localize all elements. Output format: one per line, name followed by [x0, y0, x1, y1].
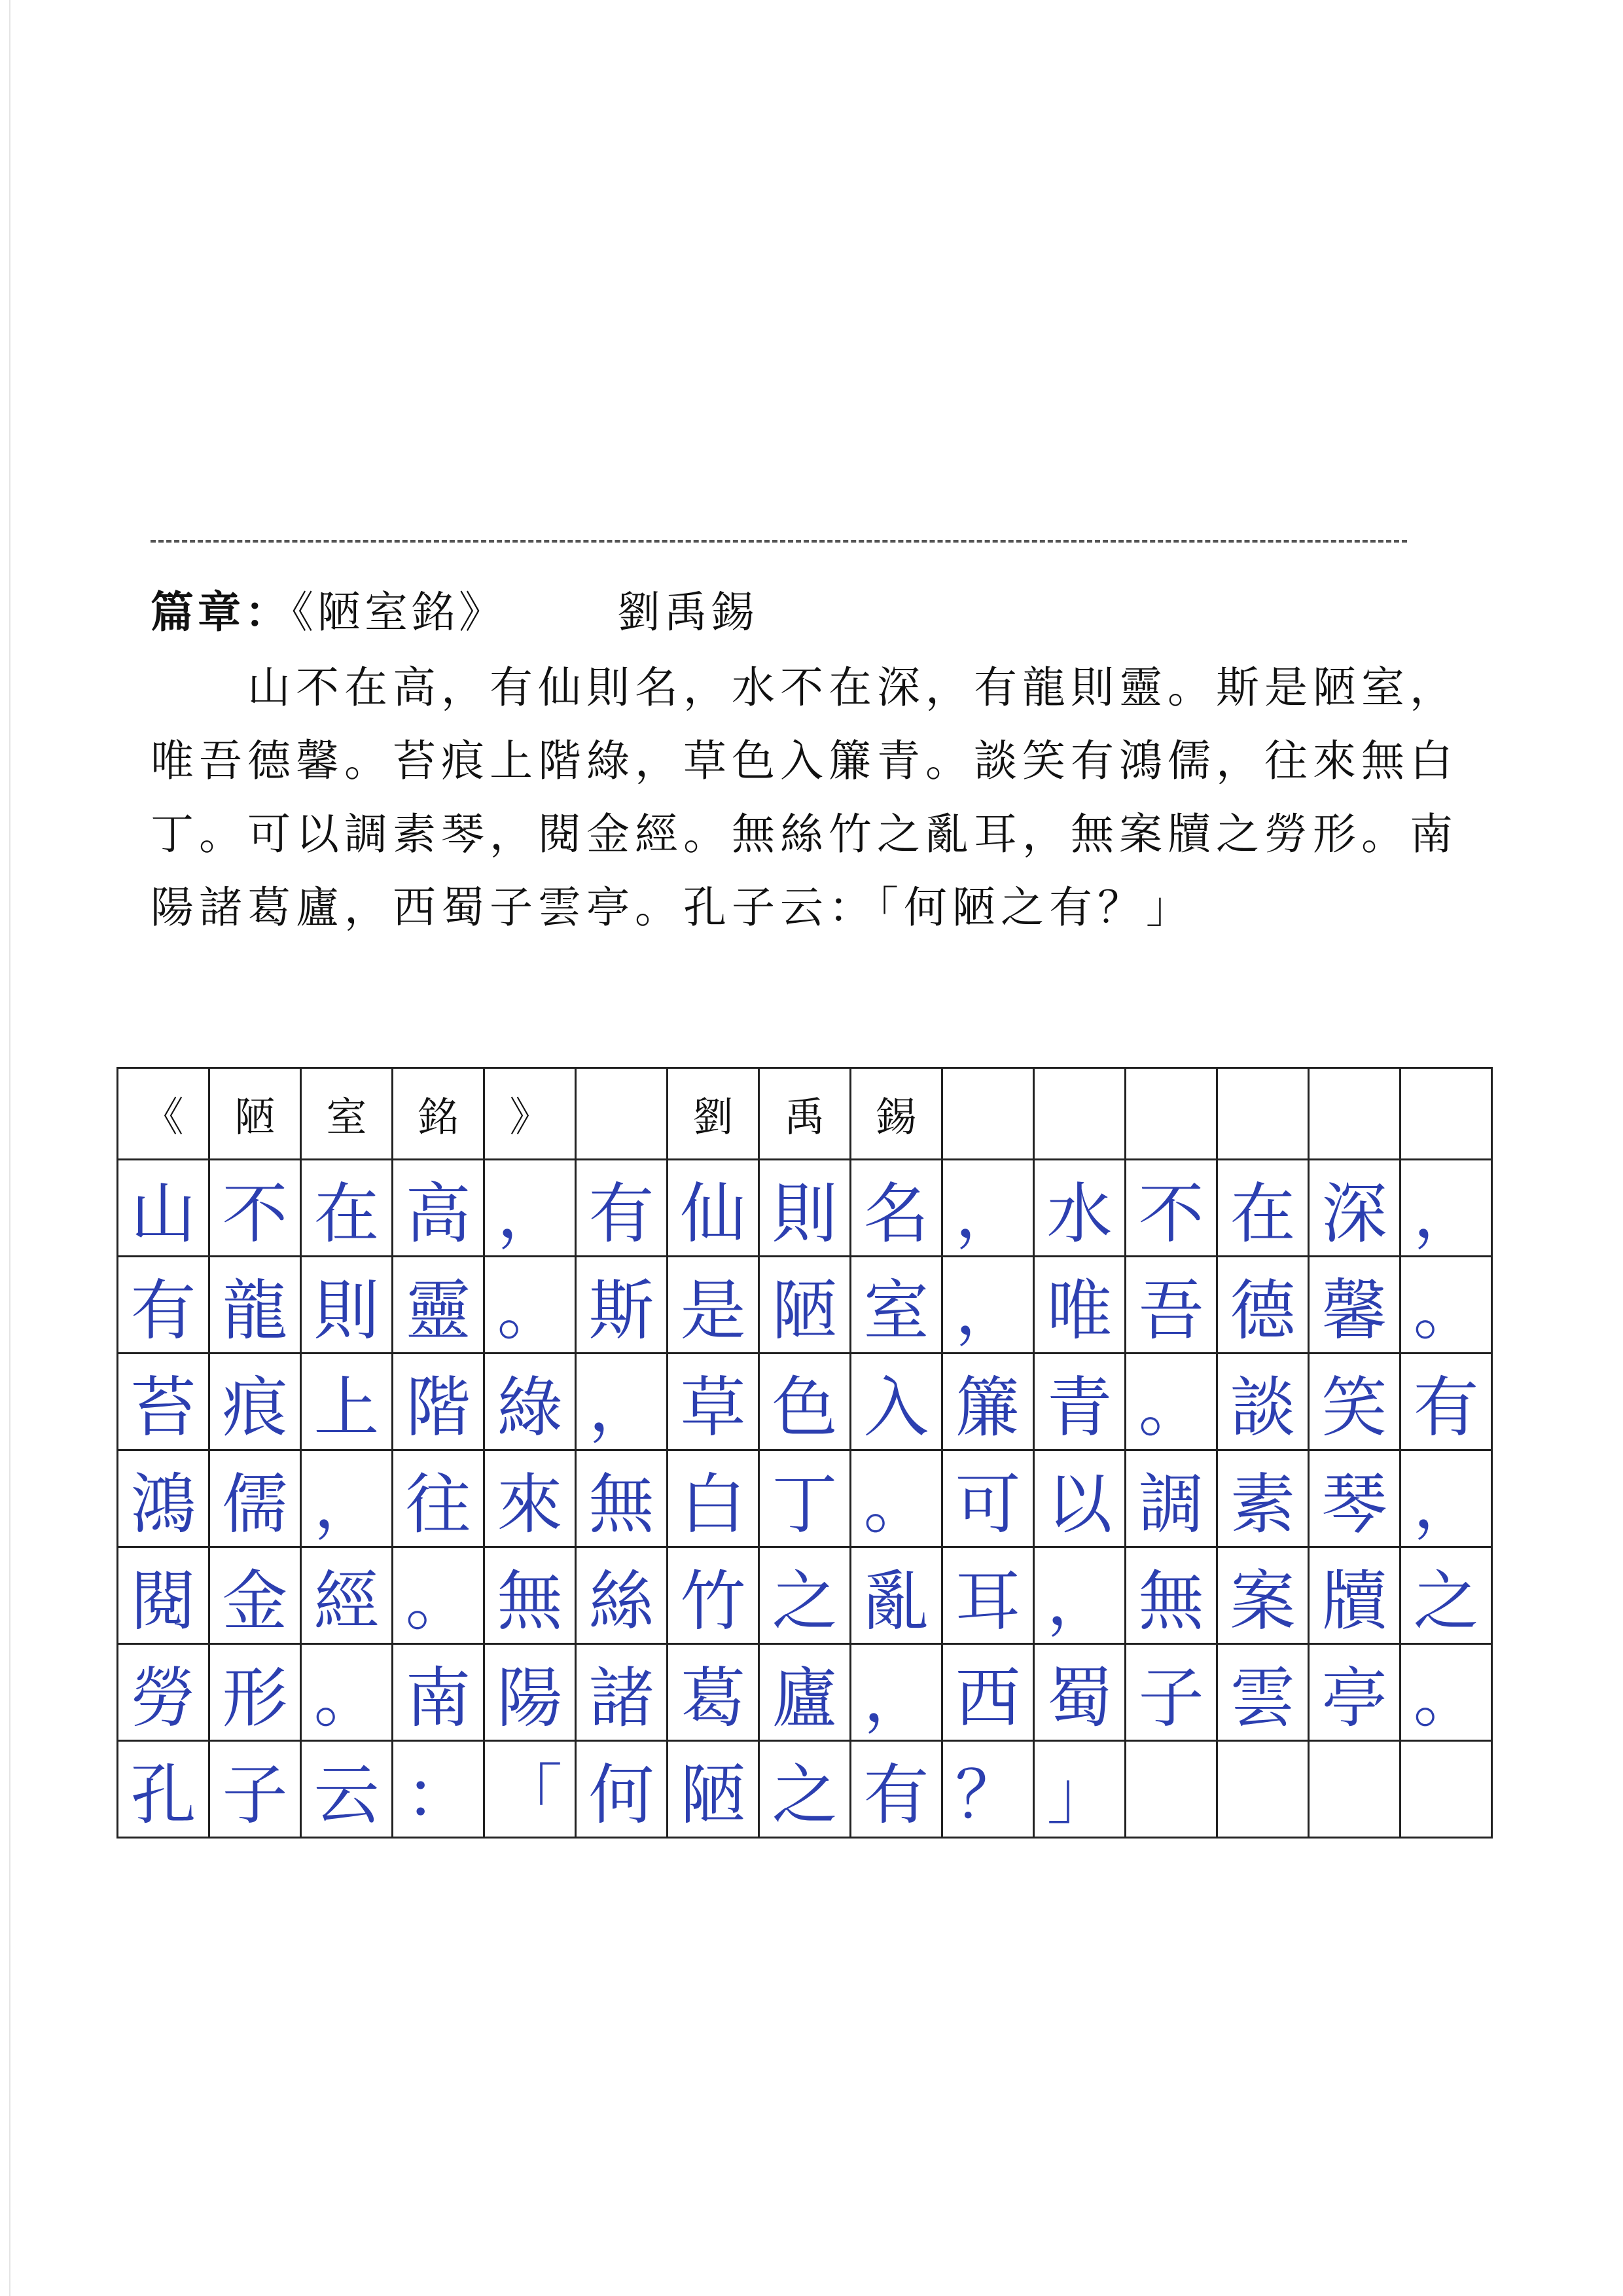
grid-handwriting-cell: 簾	[942, 1354, 1034, 1450]
grid-handwriting-cell: 則	[759, 1160, 851, 1257]
grid-handwriting-cell: 不	[1126, 1160, 1217, 1257]
grid-handwriting-cell: 牘	[1309, 1547, 1400, 1644]
grid-title-cell: 《	[118, 1068, 209, 1160]
grid-handwriting-cell: 耳	[942, 1547, 1034, 1644]
grid-handwriting-row	[118, 1450, 1492, 1547]
grid-handwriting-cell: 室	[851, 1257, 942, 1354]
passage-body: 山不在高，有仙則名，水不在深，有龍則靈。斯是陋室，唯吾德馨。苔痕上階綠，草色入簾青。談笑有鴻儒，往來無白丁。可以調素琴，閱金經。無絲竹之亂耳，無案牘之勞形。南陽諸葛廬，西蜀子雲亭。孔子云：「何陋之有？」	[151, 662, 1458, 933]
grid-handwriting-cell: 。	[1400, 1257, 1492, 1354]
grid-title-cell: 錫	[851, 1068, 942, 1160]
grid-handwriting-cell: 是	[668, 1257, 759, 1354]
grid-handwriting-cell: 。	[484, 1257, 576, 1354]
grid-handwriting-cell: 靈	[393, 1257, 484, 1354]
grid-handwriting-cell: 在	[301, 1160, 393, 1257]
grid-handwriting-cell	[1309, 1741, 1400, 1838]
grid-handwriting-cell: 無	[1126, 1547, 1217, 1644]
grid-handwriting-cell: 絲	[576, 1547, 668, 1644]
grid-handwriting-cell: 蜀	[1034, 1644, 1126, 1741]
grid-handwriting-row	[118, 1741, 1492, 1838]
grid-title-cell: 室	[301, 1068, 393, 1160]
grid-handwriting-cell: ，	[484, 1160, 576, 1257]
grid-handwriting-cell: 形	[209, 1644, 301, 1741]
grid-handwriting-cell	[1217, 1741, 1309, 1838]
grid-title-cell	[1034, 1068, 1126, 1160]
grid-handwriting-cell: 無	[484, 1547, 576, 1644]
grid-handwriting-cell: 之	[759, 1741, 851, 1838]
passage-heading	[151, 576, 758, 648]
grid-handwriting-row	[118, 1547, 1492, 1644]
grid-handwriting-cell: 草	[668, 1354, 759, 1450]
grid-handwriting-cell: 廬	[759, 1644, 851, 1741]
grid-handwriting-cell: ，	[576, 1354, 668, 1450]
grid-handwriting-row	[118, 1644, 1492, 1741]
grid-handwriting-cell: 閱	[118, 1547, 209, 1644]
grid-handwriting-cell: ，	[1400, 1160, 1492, 1257]
grid-handwriting-cell: 調	[1126, 1450, 1217, 1547]
grid-handwriting-cell: 吾	[1126, 1257, 1217, 1354]
heading-title: 《陋室銘》	[292, 587, 506, 637]
grid-handwriting-cell: 山	[118, 1160, 209, 1257]
grid-handwriting-cell: 無	[576, 1450, 668, 1547]
grid-handwriting-cell: 深	[1309, 1160, 1400, 1257]
grid-handwriting-cell: 亂	[851, 1547, 942, 1644]
grid-title-cell	[942, 1068, 1034, 1160]
grid-handwriting-cell: 陋	[668, 1741, 759, 1838]
grid-handwriting-cell: 「	[484, 1741, 576, 1838]
grid-handwriting-cell: 綠	[484, 1354, 576, 1450]
grid-handwriting-cell: 名	[851, 1160, 942, 1257]
grid-handwriting-cell: 痕	[209, 1354, 301, 1450]
grid-title-cell	[1126, 1068, 1217, 1160]
grid-handwriting-cell: 云	[301, 1741, 393, 1838]
grid-handwriting-cell: 上	[301, 1354, 393, 1450]
grid-handwriting-cell: 可	[942, 1450, 1034, 1547]
grid-handwriting-cell: 有	[576, 1160, 668, 1257]
grid-handwriting-cell: ，	[851, 1644, 942, 1741]
grid-handwriting-row	[118, 1354, 1492, 1450]
grid-handwriting-cell: ，	[942, 1160, 1034, 1257]
grid-handwriting-cell: 亭	[1309, 1644, 1400, 1741]
grid-handwriting-cell: 階	[393, 1354, 484, 1450]
grid-handwriting-cell: 子	[1126, 1644, 1217, 1741]
grid-handwriting-row	[118, 1160, 1492, 1257]
grid-title-cell: 禹	[759, 1068, 851, 1160]
grid-handwriting-cell: 鴻	[118, 1450, 209, 1547]
grid-handwriting-cell: 則	[301, 1257, 393, 1354]
dashed-separator	[151, 540, 1407, 543]
grid-handwriting-cell: 笑	[1309, 1354, 1400, 1450]
grid-handwriting-cell	[1400, 1741, 1492, 1838]
grid-handwriting-cell: 琴	[1309, 1450, 1400, 1547]
grid-handwriting-cell: 素	[1217, 1450, 1309, 1547]
page-edge-line	[9, 0, 10, 2296]
grid-title-cell: 陋	[209, 1068, 301, 1160]
grid-handwriting-cell: 仙	[668, 1160, 759, 1257]
grid-handwriting-cell: 諸	[576, 1644, 668, 1741]
grid-handwriting-cell: 陋	[759, 1257, 851, 1354]
grid-handwriting-cell: ，	[1034, 1547, 1126, 1644]
grid-handwriting-cell: 金	[209, 1547, 301, 1644]
grid-handwriting-cell: ，	[1400, 1450, 1492, 1547]
grid-handwriting-cell: ，	[301, 1450, 393, 1547]
grid-handwriting-cell: 龍	[209, 1257, 301, 1354]
grid-handwriting-cell: 丁	[759, 1450, 851, 1547]
grid-handwriting-cell: 德	[1217, 1257, 1309, 1354]
grid-title-cell: 》	[484, 1068, 576, 1160]
grid-handwriting-cell: 葛	[668, 1644, 759, 1741]
grid-handwriting-cell: ：	[393, 1741, 484, 1838]
heading-author: 劉禹錫	[617, 587, 758, 637]
grid-handwriting-cell: 斯	[576, 1257, 668, 1354]
grid-handwriting-cell: 往	[393, 1450, 484, 1547]
grid-handwriting-cell: 在	[1217, 1160, 1309, 1257]
grid-handwriting-cell	[1126, 1741, 1217, 1838]
grid-handwriting-cell: 子	[209, 1741, 301, 1838]
grid-handwriting-cell: 勞	[118, 1644, 209, 1741]
grid-handwriting-cell: 有	[1400, 1354, 1492, 1450]
grid-handwriting-cell: 儒	[209, 1450, 301, 1547]
grid-handwriting-cell: 談	[1217, 1354, 1309, 1450]
grid-handwriting-cell: 。	[1126, 1354, 1217, 1450]
grid-handwriting-cell: 」	[1034, 1741, 1126, 1838]
grid-handwriting-cell: 孔	[118, 1741, 209, 1838]
grid-handwriting-cell: 苔	[118, 1354, 209, 1450]
grid-handwriting-cell: 雲	[1217, 1644, 1309, 1741]
grid-handwriting-cell: 青	[1034, 1354, 1126, 1450]
grid-handwriting-cell: 唯	[1034, 1257, 1126, 1354]
grid-title-cell	[1217, 1068, 1309, 1160]
grid-handwriting-cell: 。	[1400, 1644, 1492, 1741]
grid-handwriting-cell: 經	[301, 1547, 393, 1644]
grid-handwriting-cell: ，	[942, 1257, 1034, 1354]
grid-handwriting-cell: 入	[851, 1354, 942, 1450]
grid-handwriting-cell: 陽	[484, 1644, 576, 1741]
grid-handwriting-cell: 有	[118, 1257, 209, 1354]
grid-handwriting-cell: 南	[393, 1644, 484, 1741]
heading-label: 篇章：	[151, 586, 292, 637]
grid-handwriting-cell: 水	[1034, 1160, 1126, 1257]
grid-handwriting-cell: 有	[851, 1741, 942, 1838]
grid-handwriting-cell: ？	[942, 1741, 1034, 1838]
grid-handwriting-cell: 之	[759, 1547, 851, 1644]
grid-handwriting-cell: 來	[484, 1450, 576, 1547]
grid-handwriting-cell: 高	[393, 1160, 484, 1257]
grid-handwriting-row	[118, 1257, 1492, 1354]
grid-handwriting-cell: 之	[1400, 1547, 1492, 1644]
grid-handwriting-cell: 白	[668, 1450, 759, 1547]
copybook-grid	[116, 1067, 1493, 1839]
grid-title-cell	[576, 1068, 668, 1160]
grid-title-row	[118, 1068, 1492, 1160]
grid-handwriting-cell: 以	[1034, 1450, 1126, 1547]
grid-handwriting-cell: 何	[576, 1741, 668, 1838]
grid-handwriting-cell: 不	[209, 1160, 301, 1257]
grid-handwriting-cell: 。	[393, 1547, 484, 1644]
grid-handwriting-cell: 西	[942, 1644, 1034, 1741]
grid-handwriting-cell: 。	[301, 1644, 393, 1741]
passage-text	[151, 651, 1486, 944]
grid-title-cell	[1400, 1068, 1492, 1160]
grid-title-cell: 銘	[393, 1068, 484, 1160]
grid-title-cell	[1309, 1068, 1400, 1160]
grid-handwriting-cell: 色	[759, 1354, 851, 1450]
grid-handwriting-cell: 竹	[668, 1547, 759, 1644]
passage-indent	[151, 662, 247, 713]
grid-handwriting-cell: 案	[1217, 1547, 1309, 1644]
grid-handwriting-cell: 。	[851, 1450, 942, 1547]
grid-title-cell: 劉	[668, 1068, 759, 1160]
grid-handwriting-cell: 馨	[1309, 1257, 1400, 1354]
